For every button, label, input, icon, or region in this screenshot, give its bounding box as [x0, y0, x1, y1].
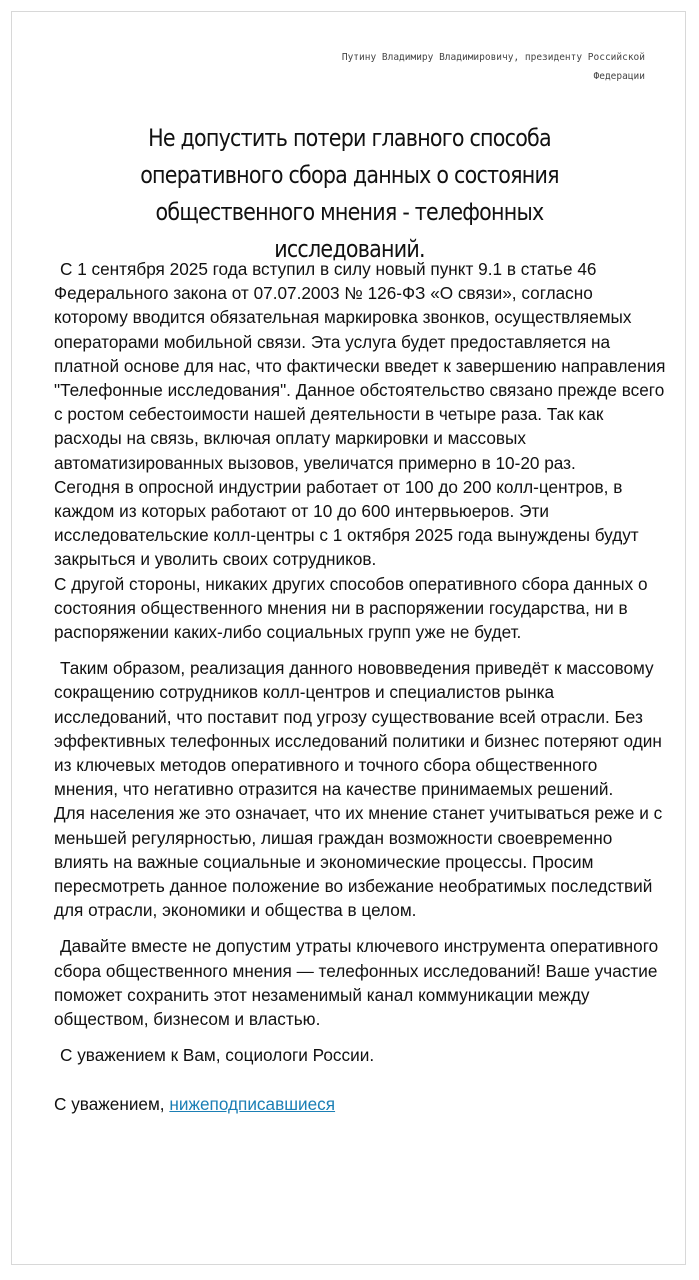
paragraph-regards: С уважением к Вам, социологи России.: [60, 1045, 375, 1066]
letter-page: [11, 11, 686, 1265]
signature-prefix: С уважением,: [54, 1093, 170, 1114]
paragraph-law-change: С 1 сентября 2025 года вступил в силу новый пункт 9.1 в статье 46 Федерального закона от 07.07.2003 № 126-ФЗ «О связи», согласно которому вводится обязательная маркировка звонков, осуществляемых операторами мобильной связи. Эта услуга будет предоставляется на платной основе для нас, что фактически введет к завершению направления "Телефонные исследования". Данное обстоятельство связано прежде всего с ростом себестоимости нашей деятельности в четыре раза. Так как расходы на связь, включая оплату маркировки и массовых автоматизированных вызовов, увеличатся примерно в 10-20 раз.: [54, 259, 666, 473]
paragraph-call-centers: Сегодня в опросной индустрии работает от 100 до 200 колл-центров, в каждом из которых работают от 10 до 600 интервьюеров. Эти исследовательские колл-центры с 1 октября 2025 года вынуждены будут закрыться и уволить своих сотрудников.: [54, 476, 639, 570]
signatories-link[interactable]: нижеподписавшиеся: [169, 1093, 336, 1114]
paragraph-no-alternatives: С другой стороны, никаких других способов оперативного сбора данных о состояния общественного мнения ни в распоряжении государства, ни в распоряжении каких-либо социальных групп уже не будет.: [54, 573, 648, 643]
letter-title: Не допустить потери главного способа оперативного сбора данных о состояния общественного мнения - телефонных исследований.: [140, 124, 559, 263]
paragraph-population-impact: Для населения же это означает, что их мнение станет учитываться реже и с меньшей регулярностью, лишая граждан возможности своевременно влиять на важные социальные и экономические процессы. Просим пересмотреть данное положение во избежание необратимых последствий для отрасли, экономики и общества в целом.: [54, 803, 663, 921]
addressee-header: Путину Владимиру Владимировичу, президенту Российской Федерации: [341, 52, 645, 82]
paragraph-call-to-action: Давайте вместе не допустим утраты ключевого инструмента оперативного сбора общественного мнения — телефонных исследований! Ваше участие поможет сохранить этот незаменимый канал коммуникации между обществом, бизнесом и властью.: [54, 936, 659, 1030]
paragraph-consequences: Таким образом, реализация данного нововведения приведёт к массовому сокращению сотрудников колл-центров и специалистов рынка исследований, что поставит под угрозу существование всей отрасли. Без эффективных телефонных исследований политики и бизнес потеряют один из ключевых методов оперативного и точного сбора общественного мнения, что негативно отразится на качестве принимаемых решений.: [54, 658, 662, 800]
letter-body: [54, 257, 666, 1116]
signature-line: [54, 1092, 666, 1116]
